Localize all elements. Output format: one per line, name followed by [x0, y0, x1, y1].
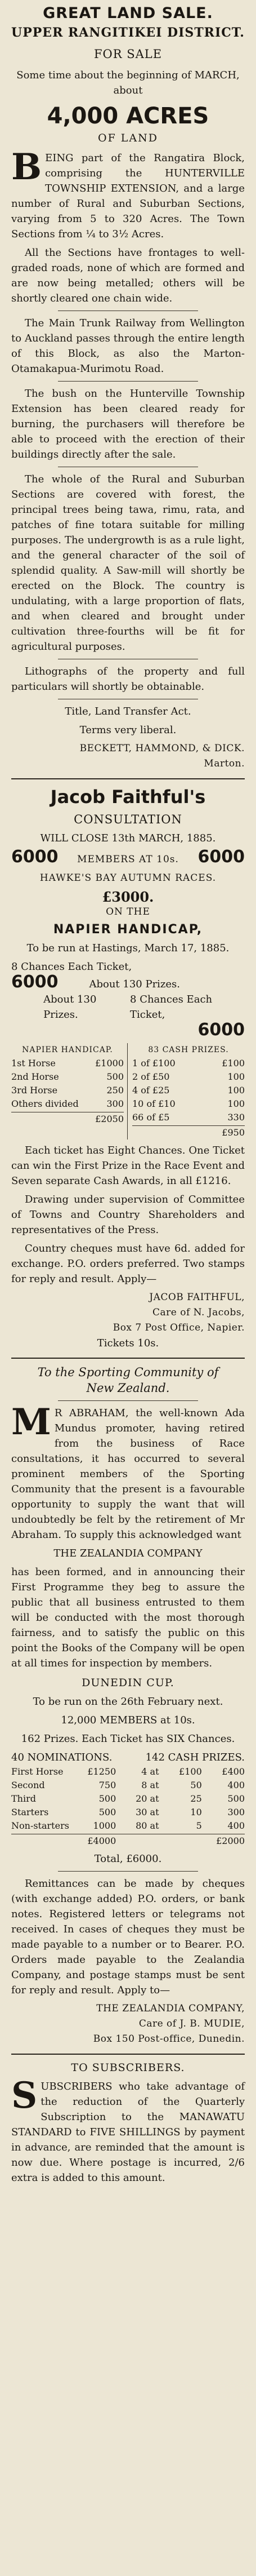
cell: 500 — [98, 1793, 116, 1804]
row-amount: 500 — [106, 1071, 124, 1082]
land-sale-title: GREAT LAND SALE. — [43, 5, 213, 22]
prize-table — [11, 1043, 245, 1140]
chances-line-4 — [11, 1022, 245, 1040]
cash-prizes: 142 CASH PRIZES. — [145, 1752, 245, 1763]
divider — [58, 381, 198, 382]
cell: 300 — [227, 1807, 245, 1817]
prize-table-right-head: 83 CASH PRIZES. — [148, 1045, 229, 1054]
cell: 8 at — [141, 1780, 159, 1790]
row-label: 4 of £25 — [132, 1085, 170, 1096]
land-sale-signature: BECKETT, HAMMOND, & DICK. — [79, 743, 245, 754]
consult-sig-1: JACOB FAITHFUL, — [149, 1292, 245, 1303]
table-row — [11, 1097, 124, 1111]
right-total: £950 — [132, 1125, 245, 1140]
zealandia-ad — [11, 1364, 245, 2047]
cell: 1000 — [93, 1820, 116, 1831]
of-land-heading: OF LAND — [98, 132, 158, 144]
consultation-title: Jacob Faithful's — [50, 786, 206, 808]
cell: 20 at — [136, 1793, 159, 1804]
dropcap-letter: B — [11, 146, 42, 188]
zealandia-para-1-text: R ABRAHAM, the well-known Ada Mundus promoter, having retired from the business of Race consultations, it has occurred to several prominent members of the Sporting Community that the present is a favourable opportunity to supply the want that will undoubtedly be felt by the retirement of Mr Abraham. To supply this acknowledged want — [11, 1407, 245, 1541]
spacer — [168, 1834, 202, 1848]
sale-intro: Some time about the beginning of MARCH, about — [16, 69, 240, 96]
district-heading: UPPER RANGITIKEI DISTRICT. — [11, 25, 245, 40]
chances-count-left: 6000 — [11, 972, 59, 992]
for-sale-heading: FOR SALE — [93, 47, 163, 61]
zealandia-para-3: Remittances can be made by cheques (with exchange added) P.O. orders, or bank notes. Registered letters or telegrams not received. In cases of cheques they must be made payable to a number or to Bearer. P.O. Orders made payable to the Zealandia Company, and postage stamps must be sent for reply and result. Apply to— — [11, 1878, 245, 1996]
table-row — [132, 1084, 245, 1097]
spacer — [11, 1834, 73, 1848]
company-name: THE ZEALANDIA COMPANY — [53, 1548, 203, 1559]
nominations: 40 NOMINATIONS. — [11, 1752, 113, 1763]
title-note: Title, Land Transfer Act. — [65, 706, 191, 717]
land-sale-signature-place: Marton. — [204, 758, 245, 769]
left-total: £2050 — [11, 1112, 124, 1126]
row-label: Others divided — [11, 1098, 79, 1109]
chances-block — [11, 959, 245, 1040]
table-row — [11, 1070, 124, 1084]
on-the: ON THE — [106, 906, 150, 917]
land-para-1 — [11, 146, 245, 242]
spacer — [125, 1834, 159, 1848]
ad-separator — [11, 2054, 245, 2055]
table-row — [11, 1819, 245, 1833]
closing-date: WILL CLOSE 13th MARCH, 1885. — [40, 832, 216, 844]
sporting-heading-2: New Zealand. — [86, 1381, 170, 1395]
table-row — [132, 1070, 245, 1084]
table-row — [11, 1806, 245, 1819]
chances-each-2: 8 Chances Each Ticket, — [130, 994, 213, 1021]
cell: 400 — [227, 1820, 245, 1831]
ad-separator — [11, 778, 245, 779]
table-row — [132, 1111, 245, 1124]
consult-sig-2: Care of N. Jacobs, — [152, 1307, 245, 1318]
members-mid: MEMBERS AT — [77, 854, 153, 865]
subtotal-left: £4000 — [87, 1835, 116, 1846]
row-amount: 330 — [227, 1112, 245, 1123]
about-prizes-2: About 130 Prizes. — [43, 994, 97, 1021]
about-prizes: About 130 Prizes. — [89, 978, 181, 990]
cell: 50 — [190, 1780, 202, 1790]
subscribers-ad — [11, 2060, 245, 2185]
members-count-right: 6000 — [197, 847, 245, 867]
table-row — [132, 1057, 245, 1070]
cell: 80 at — [136, 1820, 159, 1831]
sporting-heading-1: To the Sporting Community of — [37, 1365, 219, 1379]
divider — [58, 1871, 198, 1872]
cell: 25 — [190, 1793, 202, 1804]
row-amount: 100 — [227, 1071, 245, 1082]
members-price: 10s. — [156, 854, 179, 865]
cell: £100 — [179, 1766, 202, 1777]
row-label: 2 of £50 — [132, 1071, 170, 1082]
cell: Second — [11, 1780, 45, 1790]
divider — [58, 1400, 198, 1401]
dunedin-run-on: To be run on the 26th February next. — [33, 1696, 223, 1708]
prize-money: £3000. — [102, 889, 154, 905]
cell: 5 — [196, 1820, 202, 1831]
zealandia-sig-3: Box 150 Post-office, Dunedin. — [93, 2033, 245, 2045]
land-para-6: Lithographs of the property and full particulars will shortly be obtainable. — [11, 666, 245, 693]
chances-line-3 — [11, 992, 245, 1022]
terms-note: Terms very liberal. — [79, 724, 177, 736]
consult-para-3: Country cheques must have 6d. added for exchange. P.O. orders preferred. Two stamps for reply and result. Apply— — [11, 1243, 245, 1285]
cell: Third — [11, 1793, 36, 1804]
chances-count-right: 6000 — [197, 1020, 245, 1040]
subscribers-para-text: UBSCRIBERS who take advantage of the reduction of the Quarterly Subscription to the MANAWATU STANDARD to FIVE SHILLINGS by payment in advance, are reminded that the amount is now due. Where postage is incurred, 2/6 extra is added to this amount. — [11, 2081, 245, 2184]
consult-sig-3: Box 7 Post Office, Napier. — [113, 1322, 245, 1333]
cell: 500 — [227, 1793, 245, 1804]
dropcap-letter: S — [11, 2074, 38, 2117]
row-amount: 250 — [106, 1085, 124, 1096]
row-amount: 100 — [227, 1085, 245, 1096]
consultation-heading: CONSULTATION — [74, 813, 182, 826]
row-label: 2nd Horse — [11, 1071, 59, 1082]
dunedin-cup: DUNEDIN CUP. — [82, 1677, 174, 1689]
table-row — [11, 1779, 245, 1792]
table-row — [11, 1792, 245, 1806]
prize-table-left-head: NAPIER HANDICAP. — [22, 1045, 113, 1054]
land-sale-ad — [11, 6, 245, 772]
prize-table-right — [128, 1043, 245, 1140]
race-run-at: To be run at Hastings, March 17, 1885. — [26, 942, 230, 954]
table-row — [11, 1057, 124, 1070]
nominations-line — [11, 1750, 245, 1765]
cell: 750 — [98, 1780, 116, 1790]
subtotal-row — [11, 1834, 245, 1848]
row-label: 1st Horse — [11, 1058, 56, 1068]
dropcap-letter: M — [11, 1401, 51, 1443]
chances-line-1: 8 Chances Each Ticket, — [11, 961, 132, 973]
cell: Starters — [11, 1807, 49, 1817]
subtotal-right: £2000 — [216, 1835, 245, 1846]
dunedin-members: 12,000 MEMBERS at 10s. — [61, 1714, 195, 1726]
row-amount: £100 — [222, 1058, 245, 1068]
cell: 500 — [98, 1807, 116, 1817]
cell: £1250 — [87, 1766, 116, 1777]
cell: 30 at — [136, 1807, 159, 1817]
race-event: HAWKE'S BAY AUTUMN RACES. — [39, 872, 217, 884]
land-para-3: The Main Trunk Railway from Wellington to Auckland passes through the entire length of this Block, as also the Marton-Otamakapua-Murimotu Road. — [11, 317, 245, 375]
row-label: 1 of £100 — [132, 1058, 176, 1068]
cell: 400 — [227, 1780, 245, 1790]
land-para-1-text: EING part of the Rangatira Block, comprising the HUNTERVILLE TOWNSHIP EXTENSION, and a large number of Rural and Suburban Sections, varying from 5 to 320 Acres. The Town Sections from ¼ to 3½ Acres. — [11, 152, 245, 240]
race-name: NAPIER HANDICAP, — [53, 923, 203, 937]
members-count-left: 6000 — [11, 847, 59, 867]
zealandia-para-2: has been formed, and in announcing their First Programme they beg to assure the public that all business entrusted to them will be conducted with the most thorough fairness, and to satisfy the public on this point the Books of the Company will be open at all times for inspection by members. — [11, 1566, 245, 1669]
ad-separator — [11, 1358, 245, 1359]
row-amount: £1000 — [95, 1058, 124, 1068]
table-row — [132, 1097, 245, 1111]
row-label: 3rd Horse — [11, 1085, 58, 1096]
tickets-price: Tickets 10s. — [97, 1337, 159, 1349]
table-row — [11, 1084, 124, 1097]
cell: First Horse — [11, 1766, 64, 1777]
cell: £400 — [222, 1766, 245, 1777]
subscribers-heading: TO SUBSCRIBERS. — [71, 2061, 185, 2074]
land-para-4: The bush on the Hunterville Township Extension has been cleared ready for burning, the purchasers will therefore be able to proceed with the erection of their buildings directly after the sale. — [11, 388, 245, 460]
land-para-2: All the Sections have frontages to well-graded roads, none of which are formed and are now being metalled; others will be shortly cleared one chain wide. — [11, 247, 245, 304]
row-label: 10 of £10 — [132, 1098, 176, 1109]
cell: 10 — [190, 1807, 202, 1817]
zealandia-para-1 — [11, 1401, 245, 1542]
cell: 4 at — [141, 1766, 159, 1777]
row-label: 66 of £5 — [132, 1112, 170, 1123]
chances-line-2 — [11, 974, 245, 992]
zealandia-sig-1: THE ZEALANDIA COMPANY, — [96, 2003, 245, 2014]
dunedin-total: Total, £6000. — [94, 1853, 162, 1865]
dunedin-prizes: 162 Prizes. Each Ticket has SIX Chances. — [21, 1733, 235, 1745]
members-label — [77, 852, 179, 867]
prize-table-left — [11, 1043, 128, 1140]
acres-heading: 4,000 ACRES — [47, 103, 209, 129]
subscribers-para — [11, 2074, 245, 2185]
zealandia-sig-2: Care of J. B. MUDIE, — [138, 2018, 245, 2029]
land-para-5: The whole of the Rural and Suburban Sections are covered with forest, the principal trees being tawa, rimu, rata, and patches of fine totara suitable for milling purposes. The undergrowth is as a rule light, and the general character of the soil of splendid quality. A Saw-mill will shortly be erected on the Block. The country is undulating, with a large proportion of flats, and when cleared and brought under cultivation three-fourths will be fit for agricultural purposes. — [11, 473, 245, 653]
cell: Non-starters — [11, 1820, 69, 1831]
consultation-ad — [11, 785, 245, 1351]
dunedin-table — [11, 1765, 245, 1848]
members-line — [11, 849, 245, 867]
table-row — [11, 1765, 245, 1779]
row-amount: 100 — [227, 1098, 245, 1109]
row-amount: 300 — [106, 1098, 124, 1109]
consult-para-1: Each ticket has Eight Chances. One Ticket can win the First Prize in the Race Event and Seven separate Cash Awards, in all £1216. — [11, 1145, 245, 1187]
consult-para-2: Drawing under supervision of Committee of Towns and Country Shareholders and representatives of the Press. — [11, 1194, 245, 1236]
